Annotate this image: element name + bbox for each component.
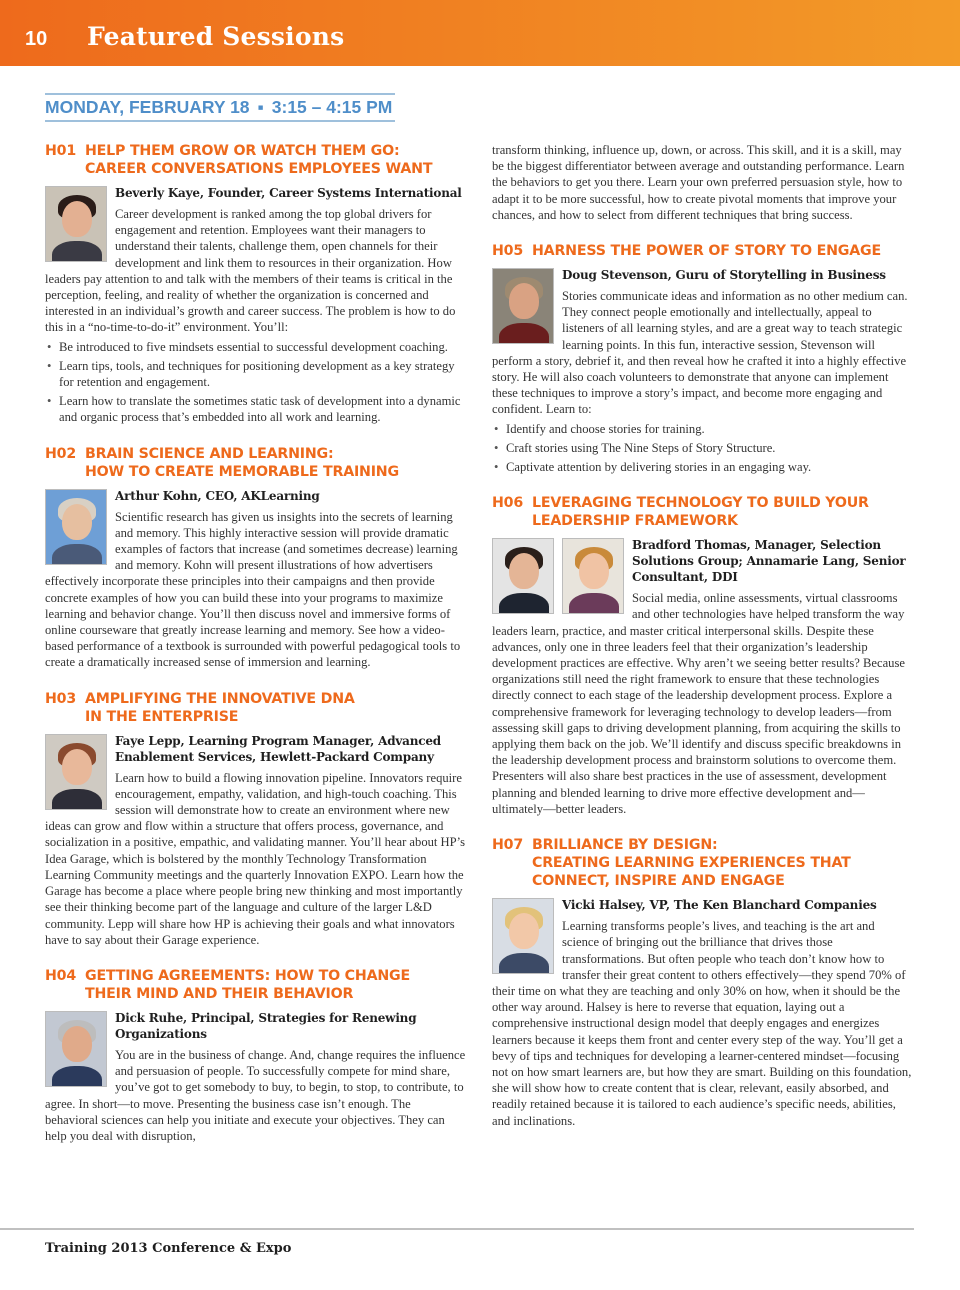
session-h06 (492, 494, 914, 817)
session-title-line: LEVERAGING TECHNOLOGY TO BUILD YOUR (532, 495, 869, 512)
session-description: Learning transforms people’s lives, and teaching is the art and science of bringing out the brilliance that drives those transformations. But often people who teach don’t know how to transfer their great content to others effectively—they spend 70% of their time on what they are teaching and only 30% on how, when it should be the other way around. Halsey is here to reverse that equation, laying out a comprehensive instructional design model that deeply engages and energizes learners because it keeps them front and center every step of the way. You’ll get a bevy of tips and techniques for developing a learner-centered mindset—focusing not on how smart learners are, but how they are smart. Building on this foundation, she will show how to create content that is clear, relevant, easily absorbed, and readily retained because it is tailored to each audience’s specific needs, abilities, and inclinations. (492, 919, 912, 1128)
speaker-photo-beverly-kaye (45, 186, 107, 262)
session-h07 (492, 836, 914, 1129)
session-description: Learn how to build a flowing innovation pipeline. Innovators require encouragement, empathy, validation, and high-touch coaching. This session will demonstrate how to create an environment where new ideas can grow and flow within a structure that offers process, governance, and socialization in a positive, empathic, and validating manner. You’ll hear about HP’s Idea Garage, which is bolstered by the monthly Technology Transformation Learning Community meetings and the quarterly Innovation EXPO. Learn how the Garage has become a place where people bring new thinking and most importantly see their thinking become part of the language and culture of the larger L&D community. Lepp will share how HP is achieving their goals and what innovators have to say about their Garage experience. (45, 770, 466, 947)
footer-text: Training 2013 Conference & Expo (45, 1241, 292, 1256)
page-number: 10 (25, 28, 48, 50)
session-name (532, 836, 914, 890)
session-title-line: IN THE ENTERPRISE (85, 708, 239, 725)
photo-head (62, 1026, 92, 1062)
speaker-photos (45, 734, 107, 810)
session-body (492, 537, 914, 817)
right-column (492, 142, 914, 1148)
speaker-photo-faye-lepp (45, 734, 107, 810)
session-body (45, 488, 467, 671)
session-title-line: HELP THEM GROW OR WATCH THEM GO: (85, 143, 400, 159)
speaker-name: Beverly Kaye, Founder, Career Systems International (115, 186, 462, 200)
speaker-name: Doug Stevenson, Guru of Storytelling in Business (562, 268, 886, 283)
photo-torso (52, 544, 102, 565)
session-title-line: LEADERSHIP FRAMEWORK (532, 513, 738, 530)
bullet-item: • Be introduced to five mindsets essential to successful development coaching. (45, 339, 467, 355)
session-body (45, 185, 467, 426)
session-code: H06 (492, 495, 524, 512)
photo-torso (569, 593, 619, 614)
photo-torso (499, 323, 549, 344)
photo-torso (499, 953, 549, 974)
footer-rule (0, 1228, 914, 1230)
speaker-name: Arthur Kohn, CEO, AKLearning (115, 488, 320, 503)
photo-torso (52, 789, 102, 810)
session-name (532, 242, 914, 260)
speaker-photos (492, 538, 624, 614)
session-title (45, 690, 467, 726)
session-h04 (45, 967, 467, 1144)
photo-torso (52, 241, 102, 262)
session-code: H05 (492, 243, 524, 260)
session-title-line: CAREER CONVERSATIONS EMPLOYEES WANT (85, 161, 433, 177)
session-title (492, 242, 914, 260)
session-description: Social media, online assessments, virtual classrooms and other technologies have helped transform the way leaders learn, practice, and master critical interpersonal skills. Despite these advances, only one in three leaders feel that their organization’s leadership development practices are effective. Why aren’t we seeing better results? Because organizations still need the right framework to ensure that these technologies directly connect to each stage of the leadership development process. Explore a comprehensive framework for leveraging technology to develop leaders—from assessing skill gaps to driving development planning, from acquiring the skills to applying them back on the job. We’ll identify and discuss specific breakdowns in the leadership development process and brainstorm solutions to overcome them. Presenters will also share best practices in the use of assessment, development planning and blended learning to drive more effective development and—ultimately—better leaders. (492, 591, 905, 816)
session-title-line: HOW TO CREATE MEMORABLE TRAINING (85, 463, 399, 480)
speaker-name: Dick Ruhe, Principal, Strategies for Renewing Organizations (115, 1010, 417, 1041)
session-h03 (45, 690, 467, 948)
photo-head (509, 283, 539, 319)
speaker-photo-arthur-kohn (45, 489, 107, 565)
h04-continuation-text: transform thinking, influence up, down, or across. This skill, and it is a skill, may be the biggest differentiator between average and outstanding performance. Learn the behaviors to get you there. Learn your own preferred persuasion style, how to adapt it to be more successful, how to create pivotal moments that improve your chances, and how to select from different techniques that bring success. (492, 143, 905, 222)
day-separator: ▪ (257, 97, 264, 117)
speaker-name: Faye Lepp, Learning Program Manager, Advanced Enablement Services, Hewlett-Packard Company (115, 733, 441, 764)
session-code: H07 (492, 837, 524, 854)
session-title (492, 494, 914, 530)
session-name (85, 967, 467, 1003)
session-title (45, 445, 467, 481)
session-description: You are in the business of change. And, change requires the influence and persuasion of people. To successfully compete for mind share, you’ve got to get somebody to buy, to begin, to stop, to contribute, to agree. In short—to move. Presenting the business case isn’t enough. The behavioral sciences can help you initiate and execute your objectives. They can help you deal with disruption, (45, 1047, 466, 1143)
day-date: MONDAY, FEBRUARY 18 (45, 97, 250, 117)
speaker-photo-annamarie-lang (562, 538, 624, 614)
day-heading-top-rule (45, 93, 395, 95)
photo-head (509, 553, 539, 589)
session-code: H02 (45, 445, 77, 462)
session-code: H03 (45, 690, 77, 707)
day-heading-bottom-rule (45, 120, 395, 122)
page-title: Featured Sessions (87, 22, 345, 51)
session-title-line: CONNECT, INSPIRE AND ENGAGE (532, 873, 785, 890)
session-body (492, 267, 914, 475)
speaker-photo-bradford-thomas (492, 538, 554, 614)
session-name (532, 494, 914, 530)
day-time: 3:15 – 4:15 PM (271, 97, 393, 117)
session-name (85, 690, 467, 726)
session-title-line: AMPLIFYING THE INNOVATIVE DNA (85, 690, 355, 707)
speaker-photos (492, 268, 554, 344)
session-bullets (492, 421, 914, 476)
speaker-photo-doug-stevenson (492, 268, 554, 344)
session-h02 (45, 445, 467, 671)
photo-head (579, 553, 609, 589)
session-title-line: THEIR MIND AND THEIR BEHAVIOR (85, 985, 354, 1002)
bullet-item: • Learn tips, tools, and techniques for positioning development as a key strategy for retention and engagement. (45, 358, 467, 390)
session-code: H01 (45, 143, 77, 159)
speaker-photos (45, 186, 107, 262)
photo-head (509, 913, 539, 949)
left-column (45, 142, 467, 1163)
session-name (85, 445, 467, 481)
session-title-line: BRILLIANCE BY DESIGN: (532, 837, 718, 854)
speaker-name: Vicki Halsey, VP, The Ken Blanchard Companies (562, 898, 877, 913)
photo-head (62, 201, 92, 237)
session-description: Stories communicate ideas and information as no other medium can. They connect people emotionally and intellectually, appeal to listeners of all learning styles, and are a great way to teach strategic learning points. In this fun, interactive session, Stevenson will perform a story, debrief it, and then reveal how he crafted it into a highly effective story. He will also coach volunteers to demonstrate that anyone can implement these techniques to improve a story’s impact, and become more engaging and confident. Learn to: (492, 289, 908, 417)
session-description: Scientific research has given us insights into the secrets of learning and memory. This highly interactive session will provide dramatic examples of factors that increase (and sometimes decrease) learning and memory. Kohn will present illustrations of how advertisers effectively incorporate these principles into their campaigns and then provide concrete examples of how you can build these into your programs to maximize learning and behavior change. You’ll then discuss novel and immersive forms of online courseware that greatly increase learning and memory. See how a video-based performance of a textbook is surrounded with powerful pedagogical tools to create a dramatically increased sense of immersion and learning. (45, 509, 461, 670)
session-body (492, 897, 914, 1129)
day-heading (45, 97, 392, 118)
session-description: Career development is ranked among the top global drivers for engagement and retention. Employees want their managers to understand their talents, challenge them, open channels for their development and link them to resources in their organization. How leaders pay attention to and talk with the members of their teams is critical in the perception, feeling, and reality of whether the organization is concerned and interested in an individual’s growth and career success. The problem is how to do this in a “no-time-to-do-it” environment. You’ll: (45, 207, 456, 335)
session-title-line: HARNESS THE POWER OF STORY TO ENGAGE (532, 243, 881, 260)
photo-head (62, 504, 92, 540)
speaker-photos (45, 1011, 107, 1087)
photo-torso (52, 1066, 102, 1087)
session-title (45, 142, 467, 178)
bullet-item: • Learn how to translate the sometimes static task of development into a dynamic and organic process that’s embedded into all work and learning. (45, 393, 467, 425)
bullet-item: • Craft stories using The Nine Steps of Story Structure. (492, 440, 914, 456)
session-body (45, 733, 467, 948)
speaker-photo-dick-ruhe (45, 1011, 107, 1087)
photo-head (62, 749, 92, 785)
session-code: H04 (45, 967, 77, 984)
header-bar (0, 0, 960, 66)
session-title (492, 836, 914, 890)
session-title-line: CREATING LEARNING EXPERIENCES THAT (532, 855, 851, 872)
session-title-line: GETTING AGREEMENTS: HOW TO CHANGE (85, 967, 410, 984)
bullet-item: • Identify and choose stories for training. (492, 421, 914, 437)
speaker-photos (492, 898, 554, 974)
bullet-item: • Captivate attention by delivering stories in an engaging way. (492, 459, 914, 475)
speaker-name: Bradford Thomas, Manager, Selection Solutions Group; Annamarie Lang, Senior Consultant, DDI (632, 538, 906, 585)
session-title-line: BRAIN SCIENCE AND LEARNING: (85, 445, 334, 462)
session-h01 (45, 142, 467, 426)
session-body (45, 1010, 467, 1144)
session-h05 (492, 242, 914, 475)
session-bullets (45, 339, 467, 426)
speaker-photo-vicki-halsey (492, 898, 554, 974)
session-name (85, 142, 467, 178)
speaker-photos (45, 489, 107, 565)
session-title (45, 967, 467, 1003)
photo-torso (499, 593, 549, 614)
